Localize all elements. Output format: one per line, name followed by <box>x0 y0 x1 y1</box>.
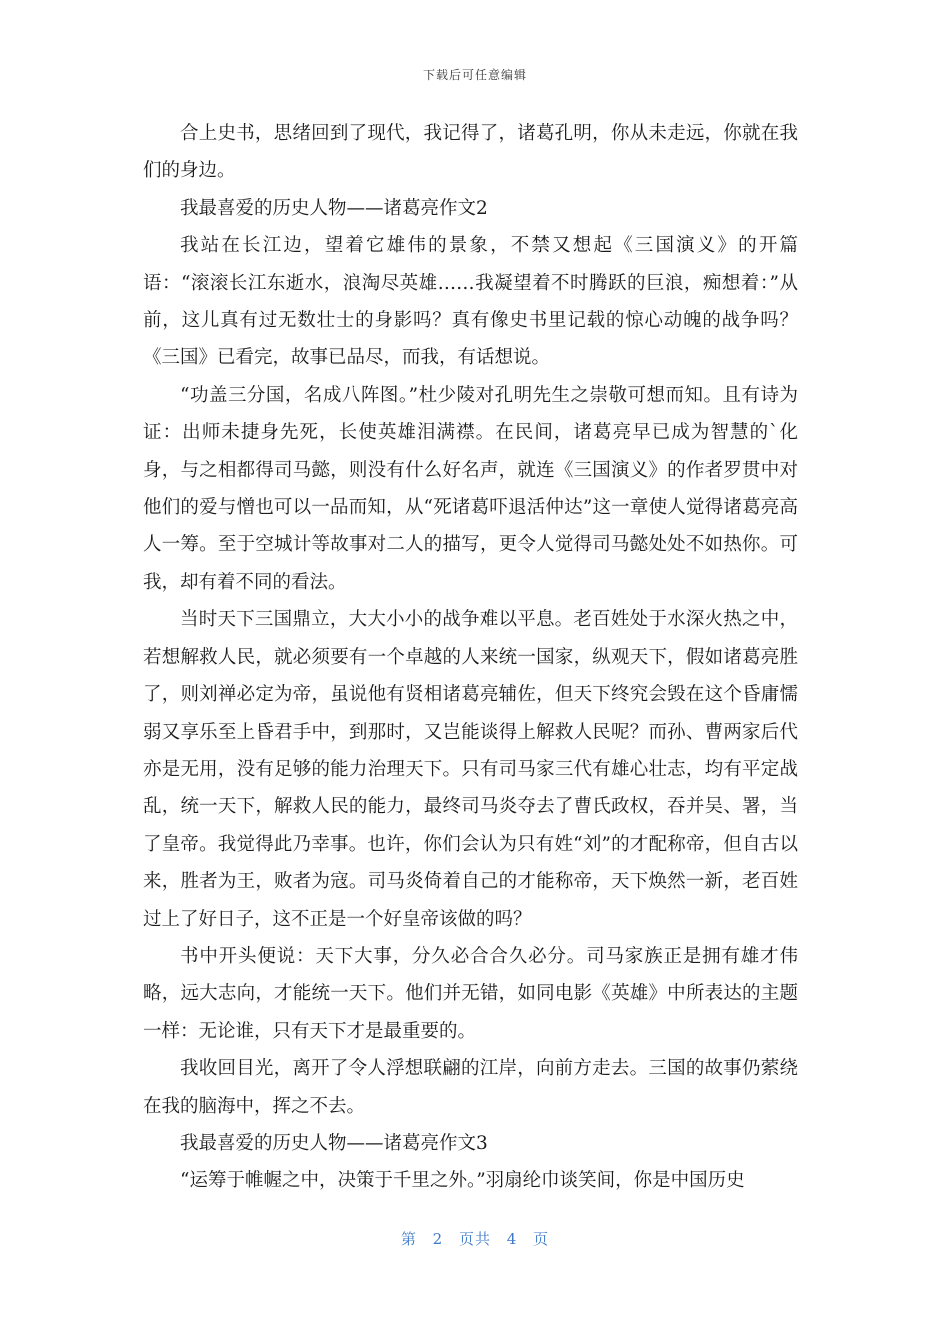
section-title: 我最喜爱的历史人物——诸葛亮作文2 <box>180 197 488 219</box>
paragraph: 我站在长江边，望着它雄伟的景象，不禁又想起《三国演义》的开篇语：“滚滚长江东逝水，浪淘尽英雄……我凝望着不时腾跃的巨浪，痴想着：”从前，这儿真有过无数壮士的身影吗？真有像史书里记载的惊心动魄的战争吗？《三国》已看完，故事已品尽，而我，有话想说。 <box>143 235 798 369</box>
page-number-footer: 第 2 页共 4 页 <box>400 1230 550 1248</box>
paragraph: 我收回目光，离开了令人浮想联翩的江岸，向前方走去。三国的故事仍萦绕在我的脑海中，挥之不去。 <box>143 1058 798 1117</box>
paragraph: “功盖三分国，名成八阵图。”杜少陵对孔明先生之崇敬可想而知。且有诗为证：出师未捷身先死，长使英雄泪满襟。在民间，诸葛亮早已成为智慧的`化身，与之相都得司马懿，则没有什么好名声，就连《三国演义》的作者罗贯中对他们的爱与憎也可以一品而知，从“死诸葛吓退活仲达”这一章使人觉得诸葛亮高人一筹。至于空城计等故事对二人的描写，更令人觉得司马懿处处不如热你。可我，却有着不同的看法。 <box>143 384 798 593</box>
page-header: 下载后可任意编辑 <box>422 68 527 82</box>
paragraph: “运筹于帷幄之中，决策于千里之外。”羽扇纶巾谈笑间，你是中国历史 <box>180 1170 745 1192</box>
paragraph: 书中开头便说：天下大事，分久必合合久必分。司马家族正是拥有雄才伟略，远大志向，才能统一天下。他们并无错，如同电影《英雄》中所表达的主题一样：无论谁，只有天下才是最重要的。 <box>143 945 798 1042</box>
section-title: 我最喜爱的历史人物——诸葛亮作文3 <box>180 1132 488 1154</box>
paragraph: 合上史书，思绪回到了现代，我记得了，诸葛孔明，你从未走远，你就在我们的身边。 <box>143 123 798 182</box>
paragraph: 当时天下三国鼎立，大大小小的战争难以平息。老百姓处于水深火热之中，若想解救人民，就必须要有一个卓越的人来统一国家，纵观天下，假如诸葛亮胜了，则刘禅必定为帝，虽说他有贤相诸葛亮辅佐，但天下终究会毁在这个昏庸懦弱又享乐至上昏君手中，到那时，又岂能谈得上解救人民呢？而孙、曹两家后代亦是无用，没有足够的能力治理天下。只有司马家三代有雄心壮志，均有平定战乱，统一天下，解救人民的能力，最终司马炎夺去了曹氏政权，吞并吴、署，当了皇帝。我觉得此乃幸事。也许，你们会认为只有姓“刘”的才配称帝，但自古以来，胜者为王，败者为寇。司马炎倚着自己的才能称帝，天下焕然一新，老百姓过上了好日子，这不正是一个好皇帝该做的吗？ <box>143 609 798 930</box>
document-body <box>143 115 798 1200</box>
